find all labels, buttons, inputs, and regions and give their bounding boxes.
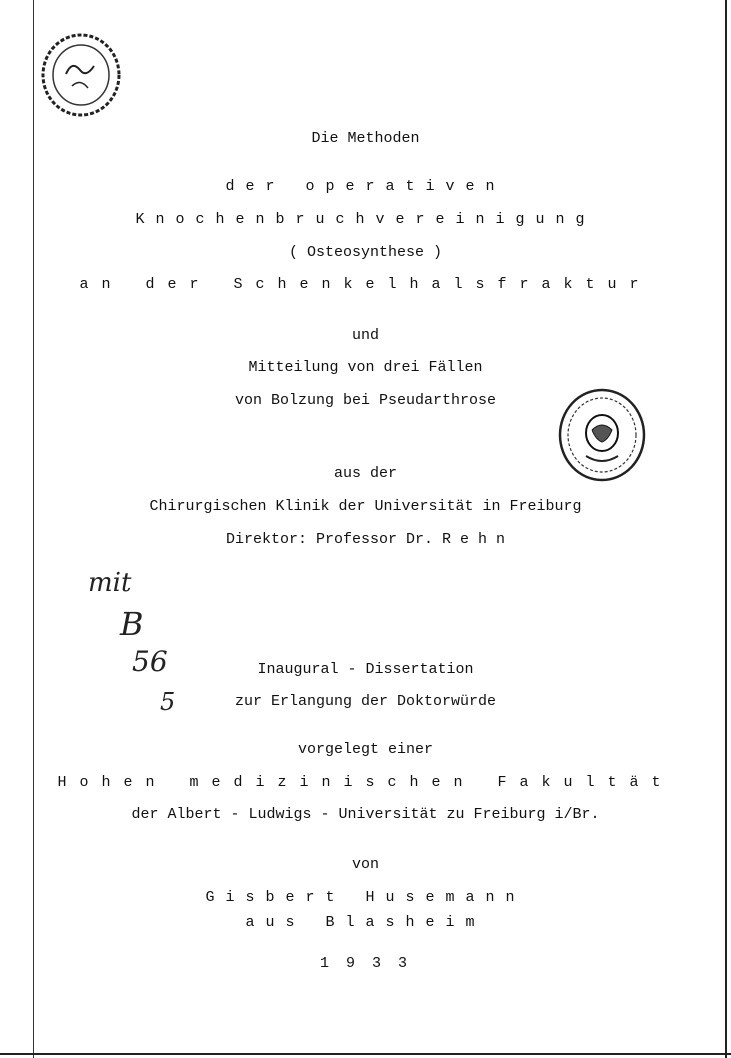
title-line-3: Knochenbruchvereinigung xyxy=(135,211,596,228)
dissertation-text: Inaugural - Dissertation xyxy=(257,661,474,678)
title-line-2: der operativen xyxy=(225,178,506,195)
subtitle-line-2: von Bolzung bei Pseudarthrose xyxy=(234,392,497,409)
and-text: und xyxy=(351,327,379,344)
clinic-text: Chirurgischen Klinik der Universität in Freiburg xyxy=(149,498,582,515)
library-stamp-icon xyxy=(38,30,124,120)
handwritten-note-number: 56 xyxy=(132,645,168,678)
director-text: Direktor: Professor Dr. R e h n xyxy=(225,531,506,548)
page-bottom-border xyxy=(0,1053,731,1055)
year-text: 1 9 3 3 xyxy=(319,955,411,972)
university-text: der Albert - Ludwigs - Universität zu Freiburg i/Br. xyxy=(131,806,600,823)
faculty-text: Hohen medizinischen Fakultät xyxy=(57,774,674,791)
title-line-4: ( Osteosynthese ) xyxy=(288,244,443,261)
handwritten-note-top: mit xyxy=(88,568,132,598)
purpose-text: zur Erlangung der Doktorwürde xyxy=(234,693,497,710)
subtitle-line-1: Mitteilung von drei Fällen xyxy=(248,359,483,376)
origin-text: aus Blasheim xyxy=(245,914,486,931)
handwritten-note-small: 5 xyxy=(160,688,176,716)
title-line-1: Die Methoden xyxy=(311,130,420,147)
title-line-5: an der Schenkelhalsfraktur xyxy=(79,276,652,293)
handwritten-note-b: B xyxy=(120,605,144,643)
presented-text: vorgelegt einer xyxy=(297,741,434,758)
by-text: von xyxy=(351,856,379,873)
from-text: aus der xyxy=(333,465,397,482)
author-text: Gisbert Husemann xyxy=(205,889,526,906)
